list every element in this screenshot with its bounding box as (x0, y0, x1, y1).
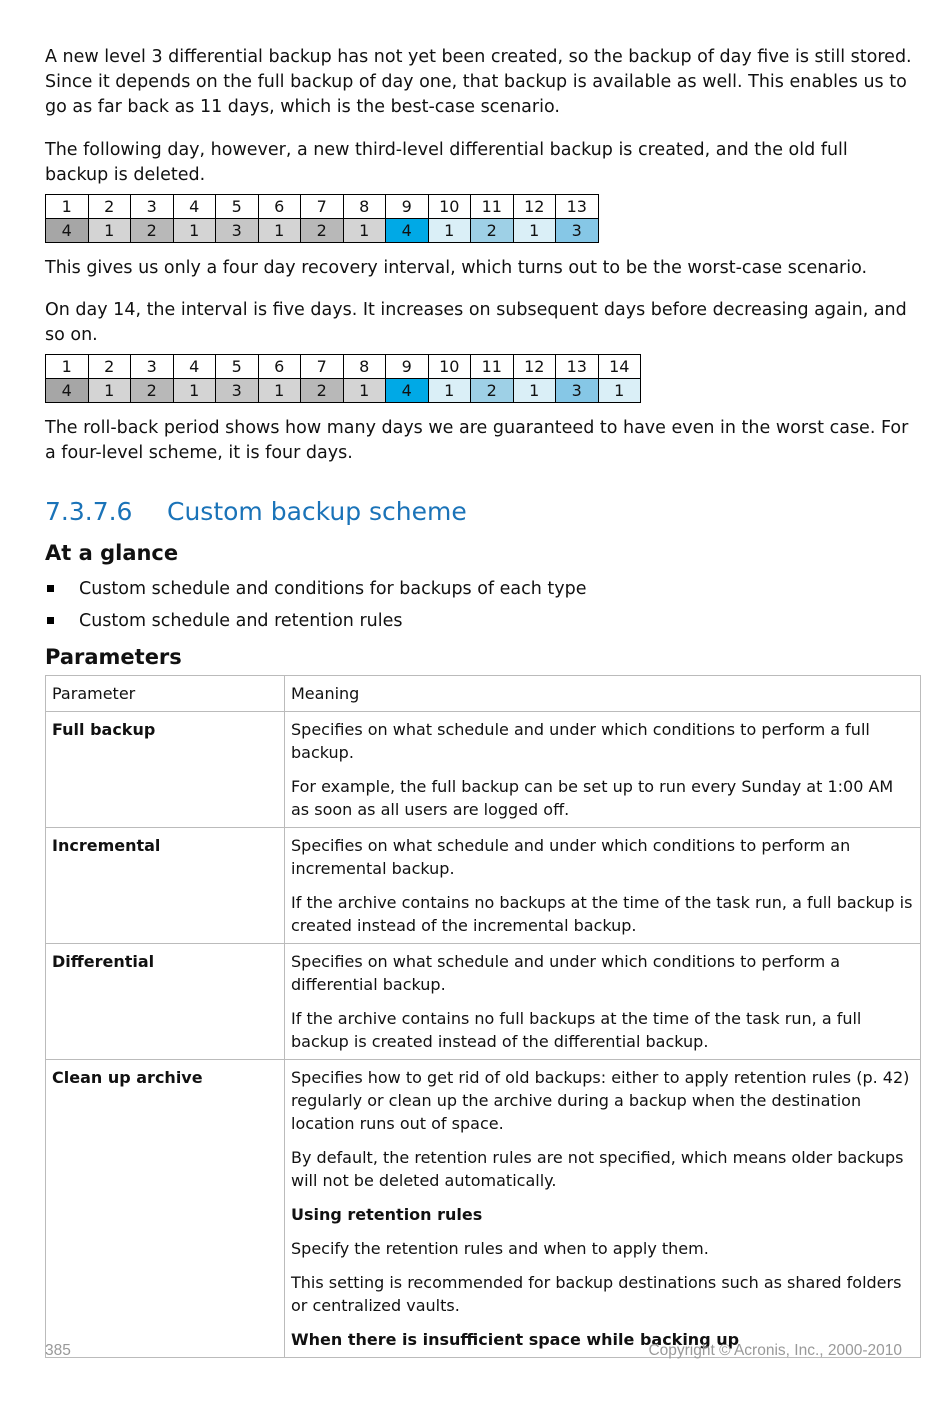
glance-list (45, 577, 587, 641)
param-name: Clean up archive (46, 1060, 285, 1358)
day-cell: 6 (258, 355, 301, 379)
level-cell: 1 (513, 219, 556, 243)
level-cell: 4 (46, 219, 89, 243)
section-number: 7.3.7.6 (45, 497, 133, 526)
level-cell: 2 (131, 379, 174, 403)
copyright: Copyright © Acronis, Inc., 2000-2010 (648, 1342, 902, 1359)
level-cell: 1 (428, 379, 471, 403)
day-cell: 3 (131, 355, 174, 379)
day-cell: 8 (343, 195, 386, 219)
table-row (46, 944, 921, 1060)
level-cell: 2 (301, 219, 344, 243)
day-cell: 12 (513, 195, 556, 219)
list-item: Custom schedule and retention rules (45, 609, 587, 641)
day-cell: 9 (386, 355, 429, 379)
section-title-text: Custom backup scheme (167, 497, 467, 526)
level-cell: 1 (88, 219, 131, 243)
level-cell: 4 (46, 379, 89, 403)
day-cell: 7 (301, 195, 344, 219)
level-cell: 3 (556, 219, 599, 243)
paragraph-worst-case: This gives us only a four day recovery interval, which turns out to be the worst-case scenario. (45, 258, 868, 278)
param-meaning: Specifies on what schedule and under which conditions to perform a full backup. For example, the full backup can be set up to run every Sunday at 1:00 AM as soon as all users are logged off. (285, 712, 921, 828)
param-meaning: Specifies on what schedule and under which conditions to perform an incremental backup. If the archive contains no backups at the time of the task run, a full backup is created instead of the incremental backup. (285, 828, 921, 944)
level-cell: 1 (343, 379, 386, 403)
insufficient-space-subheading: When there is insufficient space while backing up (291, 1330, 740, 1349)
day-cell: 6 (258, 195, 301, 219)
parameters-table (45, 675, 921, 1358)
day-cell: 10 (428, 355, 471, 379)
level-cell: 3 (216, 219, 259, 243)
day-cell: 8 (343, 355, 386, 379)
param-meaning: Specifies on what schedule and under which conditions to perform a differential backup. If the archive contains no full backups at the time of the task run, a full backup is created instead of the differential backup. (285, 944, 921, 1060)
paragraph-best-case: A new level 3 differential backup has not yet been created, so the backup of day five is still stored. Since it depends on the full backup of day one, that backup is available as well. This enables us to go as far back as 11 days, which is the best-case scenario. (45, 47, 912, 117)
day-cell: 11 (471, 195, 514, 219)
table-row (46, 828, 921, 944)
level-cell: 2 (301, 379, 344, 403)
day-cell: 2 (88, 355, 131, 379)
level-cell: 2 (471, 379, 514, 403)
page-number: 385 (45, 1342, 71, 1359)
column-header-parameter: Parameter (46, 676, 285, 712)
day-cell: 4 (173, 355, 216, 379)
level-cell: 4 (386, 379, 429, 403)
day-cell: 9 (386, 195, 429, 219)
param-meaning: Specifies how to get rid of old backups: either to apply retention rules (p. 42) regularly or clean up the archive during a backup when the destination location runs out of space. By default, the retention rules are not specified, which means older backups will not be deleted automatically. Using retention rules Specify the retention rules and when to apply them. This setting is recommended for backup destinations such as shared folders or centralized vaults. When there is insufficient space while backing up (285, 1060, 921, 1358)
level-cell: 1 (173, 379, 216, 403)
table-row (46, 1060, 921, 1358)
section-title (45, 497, 467, 526)
parameters-heading: Parameters (45, 645, 182, 669)
day-row (46, 195, 599, 219)
level-cell: 1 (598, 379, 641, 403)
day-cell: 11 (471, 355, 514, 379)
level-cell: 4 (386, 219, 429, 243)
day-row (46, 355, 641, 379)
param-name: Incremental (46, 828, 285, 944)
day-cell: 1 (46, 355, 89, 379)
bullet-square-icon (47, 617, 54, 624)
day-cell: 10 (428, 195, 471, 219)
list-item: Custom schedule and conditions for backups of each type (45, 577, 587, 609)
level-cell: 1 (513, 379, 556, 403)
level-cell: 3 (556, 379, 599, 403)
level-cell: 2 (131, 219, 174, 243)
paragraph-roll-back: The roll-back period shows how many days we are guaranteed to have even in the worst case. For a four-level scheme, it is four days. (45, 418, 909, 463)
level-row (46, 379, 641, 403)
day-cell: 1 (46, 195, 89, 219)
level-cell: 3 (216, 379, 259, 403)
level-cell: 1 (173, 219, 216, 243)
day-cell: 13 (556, 195, 599, 219)
level-cell: 1 (258, 379, 301, 403)
bullet-square-icon (47, 585, 54, 592)
table-header-row (46, 676, 921, 712)
day-cell: 7 (301, 355, 344, 379)
retention-rules-subheading: Using retention rules (291, 1205, 483, 1224)
level-cell: 2 (471, 219, 514, 243)
param-name: Differential (46, 944, 285, 1060)
day-table-13 (45, 194, 599, 243)
level-cell: 1 (88, 379, 131, 403)
day-cell: 2 (88, 195, 131, 219)
param-name: Full backup (46, 712, 285, 828)
table-row (46, 712, 921, 828)
level-cell: 1 (343, 219, 386, 243)
day-cell: 13 (556, 355, 599, 379)
at-a-glance-heading: At a glance (45, 541, 179, 565)
day-cell: 4 (173, 195, 216, 219)
day-cell: 14 (598, 355, 641, 379)
day-table-14 (45, 354, 641, 403)
level-cell: 1 (428, 219, 471, 243)
paragraph-day-14: On day 14, the interval is five days. It increases on subsequent days before decreasing again, and so on. (45, 300, 907, 345)
day-cell: 5 (216, 195, 259, 219)
day-cell: 3 (131, 195, 174, 219)
day-cell: 5 (216, 355, 259, 379)
paragraph-following-day: The following day, however, a new third-level differential backup is created, and the old full backup is deleted. (45, 140, 848, 185)
day-cell: 12 (513, 355, 556, 379)
level-row (46, 219, 599, 243)
level-cell: 1 (258, 219, 301, 243)
column-header-meaning: Meaning (285, 676, 921, 712)
